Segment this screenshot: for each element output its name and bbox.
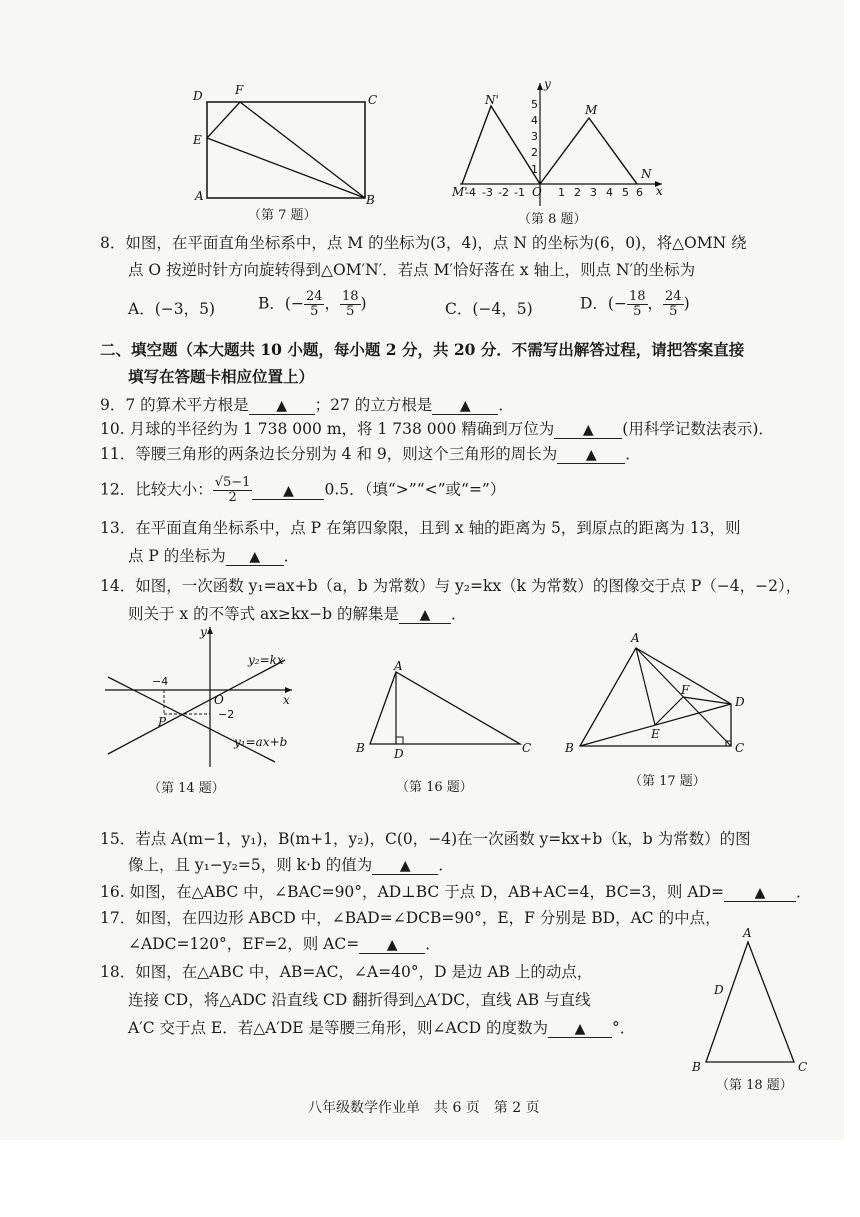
fig8-xtick-3: 3 (590, 186, 597, 199)
q14-blank (399, 606, 451, 624)
q9 (100, 395, 514, 415)
figure-14-caption: （第 14 题） (148, 781, 225, 796)
fig8-ytick-5: 5 (531, 98, 538, 111)
fig16-label-D: D (394, 747, 404, 761)
q10-blank (554, 421, 622, 439)
fig8-xtick-1: 1 (558, 186, 565, 199)
q15-line1: 15．若点 A(m−1，y₁)，B(m+1，y₂)，C(0，−4)在一次函数 y=kx+b（k，b 为常数）的图 (100, 830, 751, 848)
q18-blank-mark: ▲ (574, 1021, 586, 1037)
q11-blank (557, 446, 625, 464)
fig16-label-A: A (394, 659, 403, 673)
fig14-label-x: x (283, 693, 290, 707)
q9-blank-1-mark: ▲ (276, 398, 288, 414)
q18-blank (548, 1020, 612, 1038)
q8-option-d-frac1 (627, 290, 648, 319)
q8-option-b-den2: 5 (346, 304, 355, 319)
q13-text-1: 点 P 的坐标为 (128, 547, 226, 565)
q17-blank (359, 936, 425, 954)
fig14-label-O: O (214, 693, 224, 707)
q12 (100, 476, 505, 505)
fig8-label-N: N (641, 167, 652, 181)
fig8-label-Mprime: M' (452, 185, 468, 199)
fig17-label-A: A (631, 631, 640, 645)
fig8-label-y: y (544, 77, 551, 91)
figure-8-caption: （第 8 题） (518, 212, 587, 227)
q11-text-1: 11．等腰三角形的两条边长分别为 4 和 9，则这个三角形的周长为 (100, 445, 558, 463)
fig8-label-M: M (585, 103, 598, 117)
fig7-label-C: C (368, 93, 378, 107)
fig14-label-y: y (200, 625, 207, 639)
fig8-xtick-neg4: -4 (465, 186, 476, 199)
q13-blank (226, 548, 284, 566)
q8-option-d-prefix: D．(− (580, 294, 627, 313)
q8-option-d-den1: 5 (633, 304, 642, 319)
q18-text-2: °． (611, 1019, 636, 1037)
q12-text-1: 12．比较大小： (100, 480, 213, 499)
figure-7 (190, 80, 390, 223)
figure-8-graph (452, 78, 672, 208)
fig14-label-neg4: −4 (152, 675, 169, 688)
q12-blank (252, 482, 324, 500)
section-2-header-line1: 二、填空题（本大题共 10 小题，每小题 2 分，共 20 分．不需写出解答过程，请把答案直接 (100, 340, 745, 359)
q13-blank-mark: ▲ (249, 549, 261, 565)
fig8-xtick-2: 2 (574, 186, 581, 199)
section-2-header-line2: 填写在答题卡相应位置上） (128, 367, 315, 386)
figure-18 (692, 926, 822, 1096)
q14-line2 (128, 604, 466, 624)
fig8-xtick-6: 6 (636, 186, 643, 199)
fig8-label-O: O (532, 185, 542, 199)
q8-line2: 点 O 按逆时针方向旋转得到△OM′N′．若点 M′恰好落在 x 轴上，则点 N′的坐标为 (128, 261, 696, 279)
figure-17-diagram (565, 628, 765, 763)
q17-blank-mark: ▲ (386, 937, 398, 953)
q13-line2 (128, 546, 299, 566)
q8-option-b: B．(− $\frac{24}{5}$ ， $\frac{18}{5}$ ) (258, 289, 367, 319)
q16-blank (724, 884, 796, 902)
figure-8 (452, 78, 672, 228)
q8-option-d-frac2 (663, 290, 684, 319)
fig8-xtick-neg2: -2 (498, 186, 509, 199)
figure-16 (352, 660, 542, 800)
figure-16-caption: （第 16 题） (396, 780, 473, 795)
q15-text-2: ． (438, 856, 454, 874)
q16-text-2: ． (795, 883, 812, 901)
q17-text-2: ． (425, 935, 441, 953)
figure-7-diagram (190, 80, 390, 205)
q9-blank-1 (249, 397, 315, 415)
fig8-ytick-2: 2 (531, 146, 538, 159)
q8-option-c: C．(−4，5) (445, 300, 533, 318)
q8-option-b-num2: 18 (342, 289, 359, 304)
figure-14 (100, 622, 300, 802)
q11-text-2: ． (625, 445, 641, 463)
fig14-label-y2: y₂=kx (248, 653, 284, 667)
q9-blank-2 (432, 397, 498, 415)
figure-18-diagram (692, 926, 822, 1074)
fig8-label-Nprime: N' (485, 93, 499, 107)
q8-option-b-den1: 5 (310, 304, 319, 319)
fig7-label-B: B (366, 193, 375, 207)
fig14-label-neg2: −2 (218, 708, 235, 721)
fig17-label-C: C (735, 741, 745, 755)
q16-text-1: 16. 如图，在△ABC 中，∠BAC=90°，AD⊥BC 于点 D，AB+AC=4，BC=3，则 AD= (100, 883, 724, 901)
fig8-xtick-neg3: -3 (482, 186, 493, 199)
figure-17-caption: （第 17 题） (629, 774, 706, 789)
q12-blank-mark: ▲ (283, 482, 294, 499)
figure-18-caption: （第 18 题） (716, 1078, 793, 1093)
fig17-label-B: B (565, 741, 574, 755)
q8-option-d-num1: 18 (628, 289, 646, 304)
q8-option-b-prefix: B．(− (258, 294, 304, 313)
q9-blank-2-mark: ▲ (459, 398, 471, 414)
fig17-label-F: F (681, 683, 690, 697)
q8-option-d-den2: 5 (669, 304, 678, 319)
q8-option-d: D．(− $\frac{18}{5}$ ， $\frac{24}{5}$ ) (580, 289, 690, 319)
fig18-label-D: D (714, 983, 724, 997)
fig7-label-D: D (193, 89, 203, 103)
fig8-xtick-4: 4 (606, 186, 613, 199)
q17-text-1: ∠ADC=120°，EF=2，则 AC= (128, 935, 360, 953)
q16 (100, 882, 811, 902)
q8-option-b-frac2 (340, 290, 361, 319)
fig8-xtick-5: 5 (622, 186, 629, 199)
q9-text-3: ． (498, 396, 514, 414)
q14-text-1: 则关于 x 的不等式 ax≥kx−b 的解集是 (128, 605, 399, 623)
q16-blank-mark: ▲ (754, 885, 766, 901)
q10-blank-mark: ▲ (582, 422, 594, 438)
q8-option-a: A．(−3，5) (128, 300, 215, 318)
q11 (100, 444, 641, 464)
fig8-ytick-1: 1 (531, 163, 538, 176)
fig17-label-E: E (651, 727, 660, 741)
fig17-label-D: D (735, 695, 745, 709)
q8-line1: 8．如图，在平面直角坐标系中，点 M 的坐标为(3，4)，点 N 的坐标为(6，0)，将△OMN 绕 (100, 234, 747, 252)
fig7-label-F: F (235, 83, 244, 97)
q10-text-1: 10. 月球的半径约为 1 738 000 m，将 1 738 000 精确到万位为 (100, 420, 555, 438)
figure-7-caption: （第 7 题） (248, 208, 317, 223)
fig14-label-P: P (158, 715, 167, 729)
fig7-label-E: E (193, 133, 202, 147)
figure-14-graph (100, 622, 300, 772)
q10-text-2: (用科学记数法表示)． (622, 420, 774, 438)
q13-text-2: ． (283, 547, 300, 565)
q17-line1: 17．如图，在四边形 ABCD 中，∠BAD=∠DCB=90°，E，F 分别是 BD，AC 的中点， (100, 909, 721, 927)
q8-option-b-frac1 (304, 290, 325, 319)
fig8-label-x: x (656, 184, 663, 198)
q14-text-2: ． (450, 605, 467, 623)
q12-fraction (213, 476, 253, 505)
q9-text-2: ；27 的立方根是 (314, 396, 433, 414)
q13-line1: 13．在平面直角坐标系中，点 P 在第四象限，且到 x 轴的距离为 5，到原点的距离为 13，则 (100, 519, 741, 537)
q12-fraction-denominator: 2 (228, 490, 237, 505)
figure-16-diagram (352, 660, 542, 760)
q15-text-1: 像上，且 y₁−y₂=5，则 k·b 的值为 (128, 856, 373, 874)
q12-fraction-numerator: √5−1 (214, 475, 251, 490)
q10 (100, 419, 774, 439)
fig8-xtick-neg1: -1 (514, 186, 525, 199)
fig7-label-A: A (195, 189, 204, 203)
q15-blank (372, 857, 438, 875)
figure-17 (565, 628, 765, 798)
q15-blank-mark: ▲ (399, 858, 411, 874)
q14-blank-mark: ▲ (419, 607, 431, 623)
q15-line2 (128, 855, 454, 875)
fig14-label-y1: y₁=ax+b (234, 735, 288, 749)
fig18-label-A: A (743, 926, 752, 940)
q17-line2 (128, 934, 441, 954)
q11-blank-mark: ▲ (585, 447, 597, 463)
fig8-ytick-4: 4 (531, 114, 538, 127)
page-footer: 八年级数学作业单 共 6 页 第 2 页 (308, 1100, 540, 1116)
fig16-label-B: B (356, 741, 365, 755)
q14-line1: 14．如图，一次函数 y₁=ax+b（a，b 为常数）与 y₂=kx（k 为常数）的图像交于点 P（−4，−2）， (100, 577, 802, 595)
fig16-label-C: C (522, 741, 532, 755)
fig18-label-C: C (798, 1060, 808, 1074)
q9-text-1: 9．7 的算术平方根是 (100, 396, 249, 414)
fig8-ytick-3: 3 (531, 130, 538, 143)
q18-line1: 18．如图，在△ABC 中，AB=AC，∠A=40°，D 是边 AB 上的动点， (100, 963, 593, 981)
q18-text-1: A′C 交于点 E．若△A′DE 是等腰三角形，则∠ACD 的度数为 (128, 1019, 548, 1037)
q8-option-d-num2: 24 (665, 289, 682, 304)
fig18-label-B: B (692, 1060, 701, 1074)
q18-line2: 连接 CD，将△ADC 沿直线 CD 翻折得到△A′DC，直线 AB 与直线 (128, 991, 591, 1009)
q12-text-2: 0.5．（填“>”“<”或“=”） (324, 480, 506, 499)
q8-option-b-num1: 24 (305, 289, 323, 304)
q18-line3 (128, 1018, 635, 1038)
